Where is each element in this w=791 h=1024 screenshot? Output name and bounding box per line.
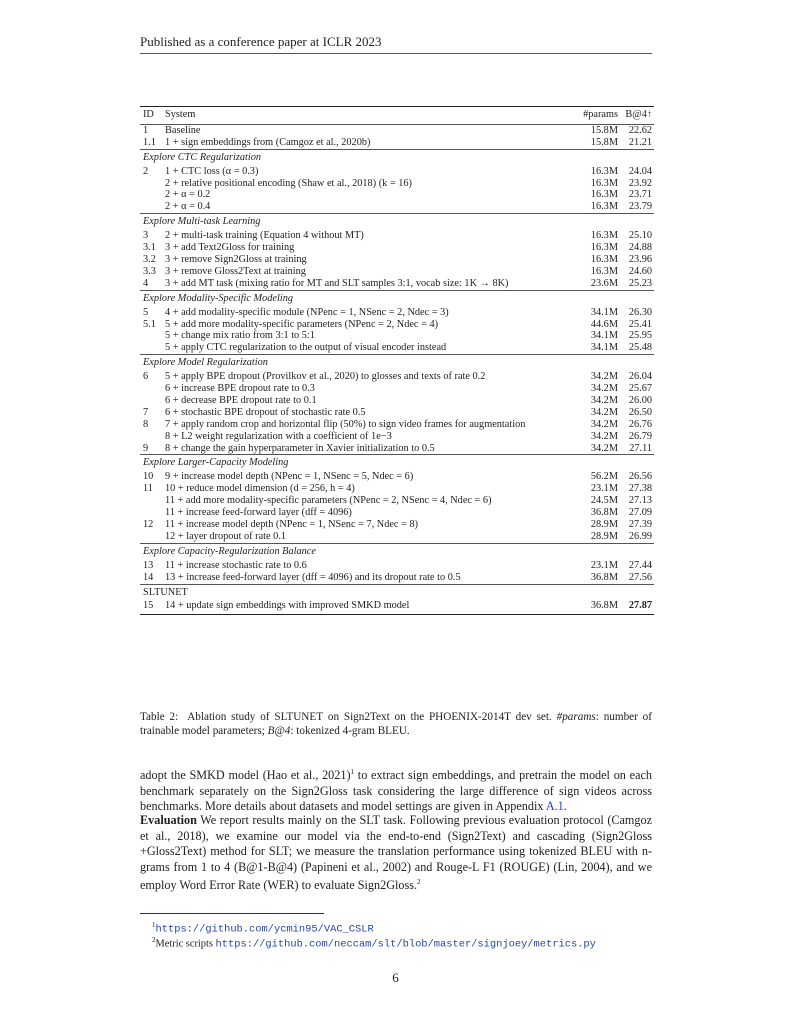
row-id: 8 bbox=[143, 418, 149, 430]
table-row bbox=[140, 431, 654, 443]
group-title: Explore CTC Regularization bbox=[140, 149, 654, 165]
row-params: 34.2M bbox=[590, 406, 618, 418]
row-id: 12 bbox=[143, 519, 154, 530]
row-system: 2 + α = 0.2 bbox=[165, 189, 211, 201]
table-row bbox=[140, 443, 654, 455]
evaluation-heading: Evaluation bbox=[140, 813, 197, 827]
row-id: 2 bbox=[143, 165, 149, 177]
table-row bbox=[140, 495, 654, 507]
row-system: 6 + stochastic BPE dropout of stochastic rate 0.5 bbox=[165, 406, 366, 418]
row-bleu: 24.04 bbox=[628, 165, 652, 177]
row-params: 34.2M bbox=[590, 442, 618, 454]
row-system: 11 + increase feed-forward layer (dff = 4096) bbox=[165, 507, 352, 519]
row-bleu: 22.62 bbox=[618, 124, 654, 136]
row-system: 5 + apply BPE dropout (Provilkov et al., 2020) to glosses and texts of rate 0.2 bbox=[165, 371, 486, 383]
row-system: 9 + increase model depth (NPenc = 1, NSenc = 5, Ndec = 6) bbox=[165, 471, 414, 483]
row-id: 5 bbox=[143, 306, 149, 318]
row-id: 3.1 bbox=[143, 242, 156, 254]
table-row bbox=[140, 395, 654, 407]
col-bleu-header: B@4↑ bbox=[618, 107, 654, 125]
row-system: 5 + apply CTC regularization to the output of visual encoder instead bbox=[165, 342, 447, 354]
row-system: 2 + multi-task training (Equation 4 without MT) bbox=[165, 230, 364, 242]
row-bleu: 25.67 bbox=[628, 383, 652, 395]
row-bleu: 27.09 bbox=[628, 507, 652, 519]
row-system: 11 + increase model depth (NPenc = 1, NSenc = 7, Ndec = 8) bbox=[165, 519, 419, 530]
row-params: 34.1M bbox=[590, 342, 618, 354]
row-system: 7 + apply random crop and horizontal flip (50%) to sign video frames for augmentation bbox=[165, 418, 526, 430]
row-bleu: 27.38 bbox=[628, 483, 652, 495]
row-params: 16.3M bbox=[590, 165, 618, 177]
row-id bbox=[140, 189, 165, 201]
row-system: 4 + add modality-specific module (NPenc = 1, NSenc = 2, Ndec = 3) bbox=[165, 306, 449, 318]
row-params: 16.3M bbox=[590, 177, 618, 189]
row-bleu: 26.76 bbox=[628, 418, 652, 430]
table-row bbox=[140, 383, 654, 395]
paragraph-evaluation: Evaluation We report results mainly on the SLT task. Following previous evaluation protocol (Camgoz et al., 2018), we examine our model via the end-to-end (Sign2Text) and cascading (Sign2Gloss +Gloss2Text) method for SLT; we measure the translation performance using tokenized BLEU with n-grams from 1 to 4 (B@1-B@4) (Papineni et al., 2002) and Rouge-L F1 (ROUGE) (Lin, 2004), and we employ Word Error Rate (WER) to evaluate Sign2Gloss.$^2$ bbox=[140, 813, 652, 893]
group-header bbox=[140, 149, 654, 165]
row-params: 56.2M bbox=[590, 471, 618, 483]
row-id: 6 bbox=[143, 371, 149, 383]
table-row bbox=[140, 507, 654, 519]
row-bleu: 26.99 bbox=[628, 530, 652, 542]
row-system: 3 + remove Sign2Gloss at training bbox=[165, 253, 307, 265]
group-header bbox=[140, 355, 654, 371]
group-title: Explore Model Regularization bbox=[140, 355, 654, 371]
group-title: Explore Multi-task Learning bbox=[140, 214, 654, 230]
row-params: 34.2M bbox=[590, 383, 618, 395]
row-system: 3 + add Text2Gloss for training bbox=[165, 242, 295, 254]
row-params: 16.3M bbox=[590, 189, 618, 201]
footnote-rule bbox=[140, 913, 324, 914]
row-params: 23.1M bbox=[590, 483, 618, 495]
row-id: 1.1 bbox=[143, 136, 156, 148]
row-system: 13 + increase feed-forward layer (dff = 4096) and its dropout rate to 0.5 bbox=[165, 571, 461, 583]
row-id: 9 bbox=[143, 442, 149, 454]
row-params: 34.2M bbox=[590, 394, 618, 406]
row-bleu: 27.13 bbox=[628, 495, 652, 507]
row-id bbox=[140, 383, 165, 395]
row-params: 36.8M bbox=[590, 507, 618, 519]
row-id: 11 bbox=[143, 483, 153, 495]
row-id bbox=[140, 330, 165, 342]
table-row bbox=[140, 266, 654, 278]
table-row bbox=[140, 319, 654, 331]
row-bleu: 24.60 bbox=[628, 265, 652, 277]
row-system: 1 + CTC loss (α = 0.3) bbox=[165, 165, 259, 177]
row-params: 16.3M bbox=[590, 201, 618, 213]
table-caption: Table 2: Ablation study of SLTUNET on Sign2Text on the PHOENIX-2014T dev set. #params: number of trainable model parameters; B@4: tokenized 4-gram BLEU. bbox=[140, 711, 653, 737]
table-row bbox=[140, 242, 654, 254]
row-bleu: 26.50 bbox=[628, 406, 652, 418]
col-id-header: ID bbox=[140, 107, 165, 125]
table-row bbox=[140, 519, 654, 531]
row-system: 8 + change the gain hyperparameter in Xavier initialization to 0.5 bbox=[165, 442, 435, 454]
table-row bbox=[140, 407, 654, 419]
table-row bbox=[140, 278, 654, 290]
row-bleu: 27.11 bbox=[629, 442, 652, 454]
table-row bbox=[140, 254, 654, 266]
row-system: 6 + decrease BPE dropout rate to 0.1 bbox=[165, 394, 317, 406]
row-params: 44.6M bbox=[590, 318, 618, 330]
row-bleu: 24.88 bbox=[628, 242, 652, 254]
row-system: 5 + add more modality-specific parameters (NPenc = 2, Ndec = 4) bbox=[165, 318, 439, 330]
row-params: 36.8M bbox=[580, 600, 618, 614]
row-bleu: 23.79 bbox=[628, 201, 652, 213]
table-row bbox=[140, 201, 654, 213]
group-title: Explore Capacity-Regularization Balance bbox=[140, 543, 654, 559]
row-bleu: 26.00 bbox=[628, 394, 652, 406]
row-bleu: 25.48 bbox=[628, 342, 652, 354]
row-params: 34.2M bbox=[590, 418, 618, 430]
paragraph-smkd: adopt the SMKD model (Hao et al., 2021)$^1$ to extract sign embeddings, and pretrain the model on each benchmark separately on the Sign2Gloss task considering the large difference of sign videos across benchmarks. More details about datasets and model settings are given in Appendix A.1. bbox=[140, 768, 652, 814]
row-id bbox=[140, 431, 165, 443]
row-system: Baseline bbox=[165, 124, 580, 136]
table-row bbox=[140, 189, 654, 201]
col-params-header: #params bbox=[580, 107, 618, 125]
row-system: 14 + update sign embeddings with improved SMKD model bbox=[165, 600, 580, 614]
row-id: 1 bbox=[140, 124, 165, 136]
row-system: 11 + increase stochastic rate to 0.6 bbox=[165, 559, 307, 571]
table-row bbox=[140, 230, 654, 242]
table-header-row bbox=[140, 107, 654, 125]
row-system: 8 + L2 weight regularization with a coefficient of 1e−3 bbox=[165, 430, 392, 442]
ablation-table bbox=[140, 106, 654, 615]
footnote-ref-1[interactable]: 1 bbox=[350, 768, 355, 776]
group-title: Explore Modality-Specific Modeling bbox=[140, 290, 654, 306]
row-params: 24.5M bbox=[590, 495, 618, 507]
table-row bbox=[140, 471, 654, 483]
footnote-1-link[interactable]: https://github.com/ycmin95/VAC_CSLR bbox=[155, 923, 374, 936]
col-system-header: System bbox=[165, 107, 580, 125]
row-bleu: 25.23 bbox=[628, 277, 652, 289]
table-row bbox=[140, 137, 654, 149]
row-bleu: 21.21 bbox=[628, 136, 652, 148]
row-id bbox=[140, 507, 165, 519]
table-row bbox=[140, 166, 654, 178]
row-params: 28.9M bbox=[590, 530, 618, 542]
group-title: SLTUNET bbox=[140, 584, 654, 600]
group-header bbox=[140, 214, 654, 230]
row-params: 16.3M bbox=[590, 265, 618, 277]
row-bleu: 23.92 bbox=[628, 177, 652, 189]
row-bleu: 23.71 bbox=[628, 189, 652, 201]
table-row bbox=[140, 124, 654, 136]
caption-label: Table 2: bbox=[140, 711, 179, 723]
row-params: 34.1M bbox=[590, 330, 618, 342]
row-id: 14 bbox=[143, 571, 154, 583]
row-system: 1 + sign embeddings from (Camgoz et al., 2020b) bbox=[165, 136, 371, 148]
row-params: 15.8M bbox=[590, 136, 618, 148]
group-header bbox=[140, 584, 654, 600]
row-id bbox=[140, 395, 165, 407]
table-row bbox=[140, 178, 654, 190]
row-system: 11 + add more modality-specific parameters (NPenc = 2, NSenc = 4, Ndec = 6) bbox=[165, 495, 492, 507]
row-id: 4 bbox=[143, 277, 149, 289]
row-bleu: 25.95 bbox=[628, 330, 652, 342]
row-system: 10 + reduce model dimension (d = 256, h = 4) bbox=[165, 483, 355, 495]
row-system: 2 + relative positional encoding (Shaw et al., 2018) (k = 16) bbox=[165, 177, 412, 189]
row-bleu: 23.96 bbox=[628, 253, 652, 265]
row-id bbox=[140, 495, 165, 507]
row-bleu: 25.41 bbox=[628, 318, 652, 330]
row-system: 3 + add MT task (mixing ratio for MT and SLT samples 3:1, vocab size: 1K → 8K) bbox=[165, 277, 509, 289]
row-bleu: 27.44 bbox=[628, 559, 652, 571]
table-row bbox=[140, 483, 654, 495]
row-id: 15 bbox=[140, 600, 165, 614]
page-number: 6 bbox=[392, 970, 399, 985]
row-bleu: 26.30 bbox=[628, 306, 652, 318]
row-id: 7 bbox=[143, 406, 149, 418]
row-params: 34.1M bbox=[590, 306, 618, 318]
table-row bbox=[140, 531, 654, 543]
row-system: 2 + α = 0.4 bbox=[165, 201, 211, 213]
row-id bbox=[140, 531, 165, 543]
table-row bbox=[140, 600, 654, 614]
footnote-1: $^1$https://github.com/ycmin95/VAC_CSLR bbox=[152, 921, 374, 936]
table-row bbox=[140, 419, 654, 431]
row-id: 10 bbox=[143, 471, 154, 483]
row-id bbox=[140, 178, 165, 190]
row-params: 16.3M bbox=[590, 242, 618, 254]
row-bleu: 26.79 bbox=[628, 430, 652, 442]
row-bleu: 27.87 bbox=[618, 600, 654, 614]
row-id: 13 bbox=[143, 559, 154, 571]
row-system: 5 + change mix ratio from 3:1 to 5:1 bbox=[165, 330, 315, 342]
row-id: 3.2 bbox=[143, 253, 156, 265]
group-header bbox=[140, 543, 654, 559]
row-bleu: 25.10 bbox=[628, 230, 652, 242]
group-header bbox=[140, 455, 654, 471]
row-bleu: 26.56 bbox=[628, 471, 652, 483]
row-id: 3 bbox=[143, 230, 149, 242]
row-params: 16.3M bbox=[590, 253, 618, 265]
row-params: 16.3M bbox=[590, 230, 618, 242]
row-id bbox=[140, 201, 165, 213]
row-id: 3.3 bbox=[143, 265, 156, 277]
table-row bbox=[140, 572, 654, 584]
footnote-ref-2[interactable]: 2 bbox=[417, 878, 421, 887]
row-params: 34.2M bbox=[590, 371, 618, 383]
row-system: 12 + layer dropout of rate 0.1 bbox=[165, 530, 287, 542]
row-params: 23.6M bbox=[590, 277, 618, 289]
table-row bbox=[140, 560, 654, 572]
row-bleu: 26.04 bbox=[628, 371, 652, 383]
row-id bbox=[140, 342, 165, 354]
table-row bbox=[140, 342, 654, 354]
table-row bbox=[140, 330, 654, 342]
row-system: 3 + remove Gloss2Text at training bbox=[165, 265, 306, 277]
appendix-link[interactable]: A.1 bbox=[545, 799, 564, 814]
row-id: 5.1 bbox=[143, 318, 156, 330]
row-params: 28.9M bbox=[590, 519, 618, 530]
row-bleu: 27.56 bbox=[628, 571, 652, 583]
running-header: Published as a conference paper at ICLR 2023 bbox=[140, 34, 652, 54]
row-system: 6 + increase BPE dropout rate to 0.3 bbox=[165, 383, 315, 395]
row-params: 34.2M bbox=[590, 430, 618, 442]
table-row bbox=[140, 307, 654, 319]
row-params: 36.8M bbox=[590, 571, 618, 583]
group-title: Explore Larger-Capacity Modeling bbox=[140, 455, 654, 471]
group-header bbox=[140, 290, 654, 306]
row-params: 15.8M bbox=[580, 124, 618, 136]
row-bleu: 27.39 bbox=[628, 519, 652, 530]
footnote-2: $^2$Metric scripts https://github.com/neccam/slt/blob/master/signjoey/metrics.py bbox=[152, 936, 596, 951]
footnote-2-link[interactable]: https://github.com/neccam/slt/blob/master/signjoey/metrics.py bbox=[215, 938, 596, 951]
table-row bbox=[140, 371, 654, 383]
row-params: 23.1M bbox=[590, 559, 618, 571]
